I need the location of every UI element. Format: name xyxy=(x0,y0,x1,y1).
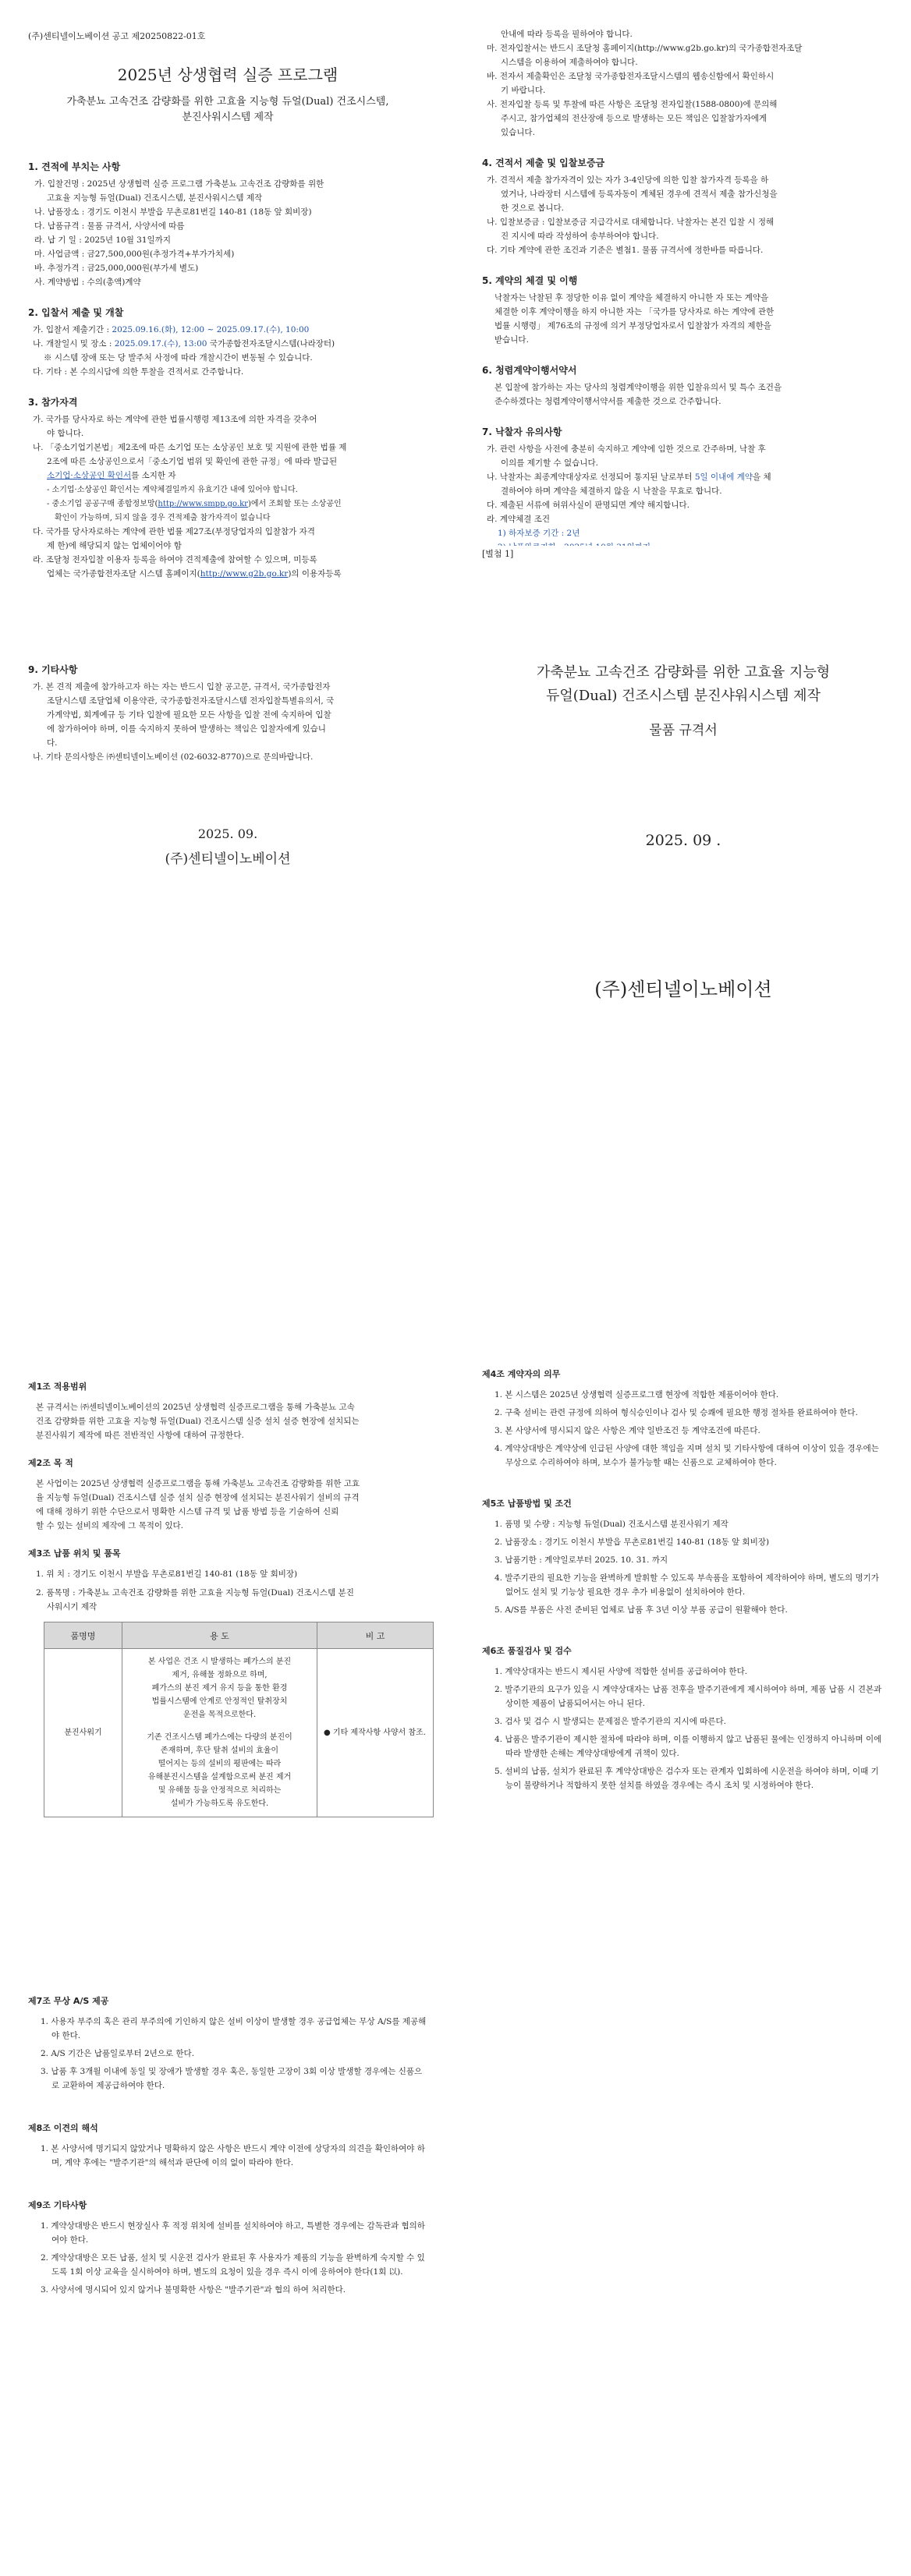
item-note-cell: ● 기타 제작사항 사양서 참조. xyxy=(317,1649,434,1817)
section-heading: 5. 계약의 체결 및 이행 xyxy=(482,275,578,286)
body-line: 마. 전자입찰서는 반드시 조달청 홈페이지(http://www.g2b.go.kr)의 국가종합전자조달 xyxy=(487,44,803,53)
body-line: 다. xyxy=(47,738,58,748)
body-line: 가. 견적서 제출 참가자격이 있는 자가 3-4인당에 의한 입찰 참가자격 등록을 하 xyxy=(487,175,769,185)
body-line: 고효율 지능형 듀얼(Dual) 건조시스템, 분진사워시스템 제작 xyxy=(47,193,263,203)
use-line: 설비가 가능하도록 유도한다. xyxy=(170,1799,269,1808)
section-body xyxy=(487,174,884,257)
spec-title xyxy=(482,661,884,708)
table-row xyxy=(44,1649,434,1817)
article-body xyxy=(36,2219,427,2297)
body-line: 바. 추정가격 : 금25,000,000원(부가세 별도) xyxy=(34,264,199,273)
body-line: 조달시스템 조달업체 이용약관, 국가종합전자조달시스템 전자입찰특별유의서, 국 xyxy=(47,696,335,706)
body-line: 국가종합전자조달시스템(나라장터) xyxy=(209,339,335,349)
body-line: - 소기업·소상공인 확인서는 계약체결일까지 유효기간 내에 있어야 합니다. xyxy=(47,486,298,494)
contract-deadline: 5일 이내에 계약 xyxy=(694,472,753,482)
body-line: 결하여야 하며 계약을 체결하지 않을 시 낙찰을 무효로 합니다. xyxy=(501,487,722,496)
item-name-cell: 분진사워기 xyxy=(44,1649,122,1817)
body-line: 다. 기타 : 본 수의시담에 의한 투찰을 견적서로 간주합니다. xyxy=(33,367,244,377)
article-body xyxy=(36,1567,427,1614)
notice-number: (주)센티넬이노베이션 공고 제20250822-01호 xyxy=(28,31,206,41)
body-line: 본 입찰에 참가하는 자는 당사의 청렴계약이행을 위한 입찰유의서 및 특수 조건을 xyxy=(494,383,782,392)
list-item: 2. 계약상대방은 모든 납품, 설치 및 시운전 검사가 완료된 후 사용자가 제품의 기능을 완벽하게 숙지할 수 있도록 1회 이상 교육을 실시하여야 하며, 별도의 요청이 있을 경우 즉시 이에 응하여야 한다(1회 以). xyxy=(41,2253,425,2277)
attachment-label: [별첨 1] xyxy=(482,549,514,559)
section-body xyxy=(487,443,884,554)
article-body xyxy=(36,1477,427,1533)
column-header: 비 고 xyxy=(317,1622,434,1649)
article-body xyxy=(36,2015,427,2093)
spec-articles-page xyxy=(456,1325,911,1965)
use-line: 운전을 목적으로한다. xyxy=(183,1711,257,1719)
list-item: 1. 본 사양서에 명기되지 않았거나 명확하지 않은 사항은 반드시 계약 이전에 상당자의 의견을 확인하여야 하며, 계약 후에는 "발주기관"의 해석과 판단에 이의 없이 따라야 한다. xyxy=(41,2144,425,2167)
body-line: 가. 관련 사항을 사전에 충분히 숙지하고 계약에 임한 것으로 간주하며, 낙찰 후 xyxy=(487,444,766,454)
section-heading: 9. 기타사항 xyxy=(28,664,78,675)
article-heading: 제8조 이견의 해석 xyxy=(28,2123,98,2133)
use-line: 법률시스템에 안계로 안정적인 탈취장치 xyxy=(151,1697,288,1706)
use-line: 제거, 유해물 정화으로 하며, xyxy=(172,1671,268,1679)
g2b-link[interactable]: http://www.g2b.go.kr xyxy=(200,569,289,579)
list-item: 1. 계약상대방은 반드시 현장실사 후 적정 위치에 설비를 설치하여야 하고, 특별한 경우에는 감독관과 협의하여야 한다. xyxy=(41,2221,425,2245)
body-line: 있습니다. xyxy=(501,128,535,137)
body-line: 업체는 국가종합전자조달 시스템 홈페이지( xyxy=(47,569,200,579)
list-item: 5. 설비의 납품, 설치가 완료된 후 계약상대방은 검수자 또는 관계자 입회하에 시운전을 하여야 하며, 이때 기능이 불량하거나 적합하지 못한 설치를 하였을 경우에는 즉시 조치 및 시정하여야 한다. xyxy=(494,1767,879,1790)
article-body xyxy=(490,1517,884,1617)
body-line: 안내에 따라 등록을 필하여야 합니다. xyxy=(501,30,633,39)
use-line: 및 유해물 등을 안정적으로 처리하는 xyxy=(158,1786,282,1795)
list-item: 1. 사용자 부주의 혹은 관리 부주의에 기인하지 않은 설비 이상이 발생할 경우 공급업체는 무상 A/S를 제공해야 한다. xyxy=(41,2017,427,2040)
section-body xyxy=(487,28,884,140)
body-line: 2. 품목명 : 가축분뇨 고속건조 감량화를 위한 고효율 지능형 듀얼(Dual) 건조시스템 분진 xyxy=(36,1588,354,1598)
item-table xyxy=(44,1622,434,1817)
body-line: 가. 입찰건명 : 2025년 상생협력 실증 프로그램 가축분뇨 고속건조 감량화를 위한 xyxy=(34,179,324,189)
body-line: 다. 기타 계약에 관한 조건과 기준은 별첨1. 물품 규격서에 정한바를 따릅니다. xyxy=(487,246,764,255)
section-body xyxy=(33,413,427,581)
section-heading: 4. 견적서 제출 및 입찰보증금 xyxy=(482,157,605,168)
body-line: 였거나, 나라장터 시스템에 등록자동이 계체된 경우에 견적서 제출 참가신청을 xyxy=(501,189,778,199)
body-line: 바. 전자서 제출확인은 조달청 국가종합전자조달시스템의 웹송신함에서 확인하시 xyxy=(487,72,775,81)
body-line: 가계약법, 회계예규 등 기타 입찰에 필요한 모든 사항을 입찰 전에 숙지하여 입찰 xyxy=(47,710,331,720)
use-line: 유해분진시스템을 설계함으로써 분진 제거 xyxy=(147,1773,292,1782)
body-line: 라. 계약체결 조건 xyxy=(487,515,551,524)
body-line: 마. 사업금액 : 금27,500,000원(추정가격+부가가치세) xyxy=(34,249,235,259)
list-item: 2. 납품장소 : 경기도 이천시 부발읍 무촌로81번길 140-81 (18동 앞 회비장) xyxy=(494,1537,770,1547)
body-line: 야 합니다. xyxy=(47,429,84,438)
body-line: 라. 조달청 전자입찰 이용자 등록을 하여야 견적제출에 참여할 수 있으며, 미등록 xyxy=(33,555,317,564)
article-body xyxy=(490,1665,884,1792)
body-line: 나. 「중소기업기본법」제2조에 따른 소기업 또는 소상공인 보호 및 지원에 관한 법률 제 xyxy=(33,443,347,452)
column-header: 품명명 xyxy=(44,1622,122,1649)
section-body xyxy=(33,681,427,764)
body-line: 가. 본 견적 제출에 참가하고자 하는 자는 반드시 입찰 공고문, 규격서, 국가종합전자 xyxy=(33,682,331,692)
article-body xyxy=(36,1400,427,1442)
blank-page xyxy=(0,889,456,1325)
body-line: 한 것으로 봅니다. xyxy=(501,203,565,213)
body-line: 2조에 따른 소상공인으로서「중소기업 범위 및 확인에 관한 규정」에 따라 발급된 xyxy=(47,457,338,466)
warranty-period: 1) 하자보증 기간 : 2년 xyxy=(498,529,580,538)
body-line: 에 대해 정하기 위한 수단으로서 명확한 시스템 규격 및 납품 방법 등을 기술하여 신뢰 xyxy=(36,1507,339,1516)
body-line: 할 수 있는 설비의 제작에 그 목적이 있다. xyxy=(36,1521,183,1530)
smpp-link[interactable]: http://www.smpp.go.kr xyxy=(158,500,248,508)
body-line: )의 이용자등록 xyxy=(288,569,342,579)
column-header: 용 도 xyxy=(122,1622,317,1649)
use-line: 떨어지는 등의 설비의 평판에는 따라 xyxy=(158,1760,282,1768)
list-item: 1. 본 시스템은 2025년 상생협력 실증프로그램 현장에 적합한 제품이어야 한다. xyxy=(494,1390,779,1399)
body-line: 다. 납품규격 : 물품 규격서, 사양서에 따름 xyxy=(34,221,185,231)
article-body xyxy=(36,2142,427,2170)
body-line: 법률 시행령」 제76조의 규정에 의거 부정당업자로서 입찰참가 자격의 제한을 xyxy=(494,321,771,331)
subtitle-line: 가축분뇨 고속건조 감량화를 위한 고효율 지능형 듀얼(Dual) 건조시스템, xyxy=(66,96,389,108)
list-item: 1. 품명 및 수량 : 지능형 듀얼(Dual) 건조시스템 분진사워기 제작 xyxy=(494,1520,728,1529)
body-line: )에서 조회할 또는 소상공인 xyxy=(247,500,342,508)
body-line: 에 참가하여야 하며, 이를 숙지하지 못하여 발생하는 책임은 입찰자에게 있습니 xyxy=(47,724,326,734)
article-heading: 제6조 품질검사 및 검수 xyxy=(482,1646,572,1656)
list-item: 2. 발주기관의 요구가 있을 시 계약상대자는 납품 전후을 발주기관에게 제시하여야 하며, 제품 납품 시 견본과 상이한 제품이 납품되어서는 아니 된다. xyxy=(494,1685,882,1708)
list-item: 2. A/S 기간은 납품일로부터 2년으로 한다. xyxy=(41,2049,195,2058)
announcement-title: 2025년 상생협력 실증 프로그램 xyxy=(117,65,339,84)
list-item: 3. 본 사양서에 명시되지 않은 사항은 계약 일반조건 등 계약조건에 따른다. xyxy=(494,1426,760,1435)
article-heading: 제7조 무상 A/S 제공 xyxy=(28,1996,109,2006)
body-line: 이의를 제기할 수 없습니다. xyxy=(501,458,598,468)
body-line: 낙찰자는 낙찰된 후 정당한 이유 없이 계약을 체결하지 아니한 자 또는 계약을 xyxy=(494,293,769,303)
spec-title-line: 가축분뇨 고속건조 감량화를 위한 고효율 지능형 xyxy=(536,664,831,681)
spec-cover-page xyxy=(456,546,911,1325)
section-body xyxy=(33,178,427,289)
spec-title-line: 듀얼(Dual) 건조시스템 분진샤워시스템 제작 xyxy=(546,688,821,704)
body-line: 나. 개찰일시 및 장소 : xyxy=(33,339,112,349)
opening-datetime: 2025.09.17.(수), 13:00 xyxy=(114,339,207,349)
body-line: 나. 입찰보증금 : 입찰보증금 지급각서로 대체합니다. 낙찰자는 본건 입찰 시 정해 xyxy=(487,218,775,227)
blank-page xyxy=(456,1965,911,2576)
section-body xyxy=(487,292,884,347)
list-item: 3. 검사 및 검수 시 발생되는 문제점은 발주기관의 지시에 따른다. xyxy=(494,1717,726,1726)
article-heading: 제1조 적용범위 xyxy=(28,1382,87,1392)
section-heading: 2. 입찰서 제출 및 개찰 xyxy=(28,307,124,318)
body-line: 체결한 이후 계약이행을 하지 아니한 자는 「국가를 당사자로 하는 계약에 관한 xyxy=(494,307,775,317)
list-item: 4. 발주기관의 필요한 기능을 완벽하게 발휘할 수 있도록 부속품을 포함하여 제작하여야 하며, 별도의 명기가 없어도 설치 및 기능상 필요한 경우 추가 비용없이 설치하여야 한다. xyxy=(494,1573,879,1597)
spec-articles-page xyxy=(0,1325,456,1965)
list-item: 4. 계약상대방은 계약상에 인급된 사양에 대한 책임을 지며 설치 및 기타사항에 대하여 이상이 있을 경우에는 무상으로 수리하여야 하며, 보수가 불가능할 때는 신품으로 교체하여야 한다. xyxy=(494,1444,879,1467)
body-line: 사. 전자입찰 등록 및 투찰에 따른 사항은 조달청 전자입찰(1588-0800)에 문의해 xyxy=(487,100,778,109)
announcement-subtitle xyxy=(28,94,427,126)
article-body xyxy=(490,1388,884,1470)
list-item: 5. A/S를 부품은 사전 준비된 업체로 납품 후 3년 이상 부품 공급이 원활해야 한다. xyxy=(494,1605,788,1615)
article-heading: 제5조 납품방법 및 조건 xyxy=(482,1499,572,1509)
body-line: 나. 낙찰자는 최종계약대상자로 선정되어 통지된 날로부터 xyxy=(487,472,693,482)
spec-articles-page xyxy=(0,1965,456,2576)
use-line: 기존 건조시스템 폐가스에는 다량의 분진이 xyxy=(147,1733,292,1742)
body-line: 건조 감량화를 위한 고효율 지능형 듀얼(Dual) 건조시스템 실증 설치 설증 현장에 설치되는 xyxy=(36,1417,360,1426)
use-line: 본 사업은 건조 시 발생하는 폐가스의 분진 xyxy=(147,1658,292,1666)
body-line: 확인이 가능하며, 되지 않을 경우 견적제출 참가자격이 없습니다 xyxy=(55,514,271,522)
body-line: 기 바랍니다. xyxy=(501,86,546,95)
announcement-date: 2025. 09. xyxy=(197,826,258,841)
section-body xyxy=(487,381,884,409)
use-line: 존재하며, 후단 탈취 설비의 효율이 xyxy=(160,1746,279,1755)
section-heading: 1. 견적에 부치는 사항 xyxy=(28,161,121,172)
article-heading: 제2조 목 적 xyxy=(28,1458,73,1468)
list-item: 3. 납품 후 3개월 이내에 동일 및 장애가 발생할 경우 혹은, 동일한 고장이 3회 이상 발생할 경우에는 신품으로 교환하여 제공급하여야 한다. xyxy=(41,2067,423,2090)
section-body xyxy=(33,324,427,379)
list-item: 2. 구축 설비는 관련 규정에 의하여 형식승인이나 검사 및 승쾌에 필요한 행정 절차를 완료하여야 한다. xyxy=(494,1408,858,1417)
body-line: 받습니다. xyxy=(494,335,529,345)
use-line: 폐가스의 분진 제거 유지 등을 통한 환경 xyxy=(151,1684,288,1693)
body-line: 을 체 xyxy=(753,472,771,482)
body-line: 다. 제출된 서류에 허위사실이 판명되면 계약 해지합니다. xyxy=(487,501,689,510)
article-heading: 제9조 기타사항 xyxy=(28,2200,87,2210)
body-line: 라. 납 기 일 : 2025년 10월 31일까지 xyxy=(34,235,171,245)
body-line: 사. 계약방법 : 수의(총액)계약 xyxy=(34,278,141,287)
subtitle-line: 분진사워시스템 제작 xyxy=(182,111,274,123)
table-header-row xyxy=(44,1622,434,1649)
body-line: 분진사워기 제작에 따른 전반적인 사항에 대하여 규정한다. xyxy=(36,1431,244,1440)
body-line: 다. 국가를 당사자로하는 계약에 관한 법률 제27조(부정당업자의 입찰참가 자격 xyxy=(33,527,315,536)
announcement-page xyxy=(0,0,456,889)
spec-date: 2025. 09 . xyxy=(645,832,721,849)
body-line: 준수하겠다는 청렴계약이행서약서를 제출한 것으로 간주합니다. xyxy=(494,397,721,406)
announcement-continued-page xyxy=(456,0,911,546)
body-line: 율 지능형 듀얼(Dual) 건조시스템 실증 설치 실증 현장에 설치되는 분진사워기 설비의 규격 xyxy=(36,1493,360,1502)
body-line: 사워시기 제작 xyxy=(47,1602,97,1612)
body-line: 본 규격서는 ㈜센티넬이노베이션의 2025년 상생협력 실증프로그램을 통해 가축분뇨 고속 xyxy=(36,1403,355,1412)
body-line: 1. 위 치 : 경기도 이천시 부발읍 무촌로81번길 140-81 (18동 앞 회비장) xyxy=(36,1569,298,1579)
article-heading: 제3조 납품 위치 및 품목 xyxy=(28,1548,121,1559)
article-heading: 제4조 계약자의 의무 xyxy=(482,1369,561,1379)
body-line: 제 한)에 해당되지 않는 업체이어야 함 xyxy=(47,541,182,550)
body-line: 시스템을 이용하여 제출하여야 합니다. xyxy=(501,58,638,67)
section-heading: 7. 낙찰자 유의사항 xyxy=(482,426,562,437)
body-note: ※ 시스템 장애 또는 당 발주처 사정에 따라 개찰시간이 변동될 수 있습니다. xyxy=(44,353,313,363)
body-line: 를 소지한 자 xyxy=(131,471,176,480)
body-line: 본 사업이는 2025년 상생협력 실증프로그램을 통해 가축분뇨 고속건조 감량화를 위한 고효 xyxy=(36,1479,360,1488)
body-line: 가. 입찰서 제출기간 : xyxy=(33,325,110,334)
body-line: 나. 납품장소 : 경기도 이천시 부발읍 무촌로81번길 140-81 (18동 앞 회비장) xyxy=(34,207,312,217)
submission-period: 2025.09.16.(화), 12:00 ~ 2025.09.17.(수), 10:00 xyxy=(112,325,310,334)
list-item: 4. 납품은 발주기관이 제시한 절차에 따라야 하며, 이를 이행하지 않고 납품된 물에는 인정하지 아니하며 이에 따라 발생한 손해는 계약상대방에게 귀책이 있다. xyxy=(494,1735,882,1758)
list-item: 3. 사양서에 명시되어 있지 않거나 불명확한 사항은 "발주기관"과 협의 하여 처리한다. xyxy=(41,2285,346,2295)
list-item: 3. 납품기한 : 계약일로부터 2025. 10. 31. 까지 xyxy=(494,1555,668,1565)
section-heading: 6. 청렴계약이행서약서 xyxy=(482,365,577,376)
section-heading: 3. 참가자격 xyxy=(28,397,78,408)
announcement-org: (주)센티넬이노베이션 xyxy=(165,851,291,867)
spec-org: (주)센티넬이노베이션 xyxy=(594,978,772,1000)
body-line: - 중소기업 공공구매 종합정보망( xyxy=(47,500,158,508)
body-line: 진 지시에 따라 작성하여 송부하여야 합니다. xyxy=(501,232,659,241)
list-item: 1. 계약상대자는 반드시 제시된 사양에 적합한 설비를 공급하여야 한다. xyxy=(494,1667,748,1676)
certificate-link[interactable]: 소기업·소상공인 확인서 xyxy=(47,471,132,480)
body-line: 가. 국가를 당사자로 하는 계약에 관한 법률시행령 제13조에 의한 자격을 갖추어 xyxy=(33,415,317,424)
item-use-cell xyxy=(122,1649,317,1817)
body-line: 나. 기타 문의사항은 ㈜센티넬이노베이션 (02-6032-8770)으로 문의바랍니다. xyxy=(33,752,314,762)
spec-doc-name: 물품 규격서 xyxy=(649,723,718,738)
body-line: 주시고, 참가업체의 전산장애 등으로 발생하는 모든 책임은 입찰참가자에게 xyxy=(501,114,767,123)
